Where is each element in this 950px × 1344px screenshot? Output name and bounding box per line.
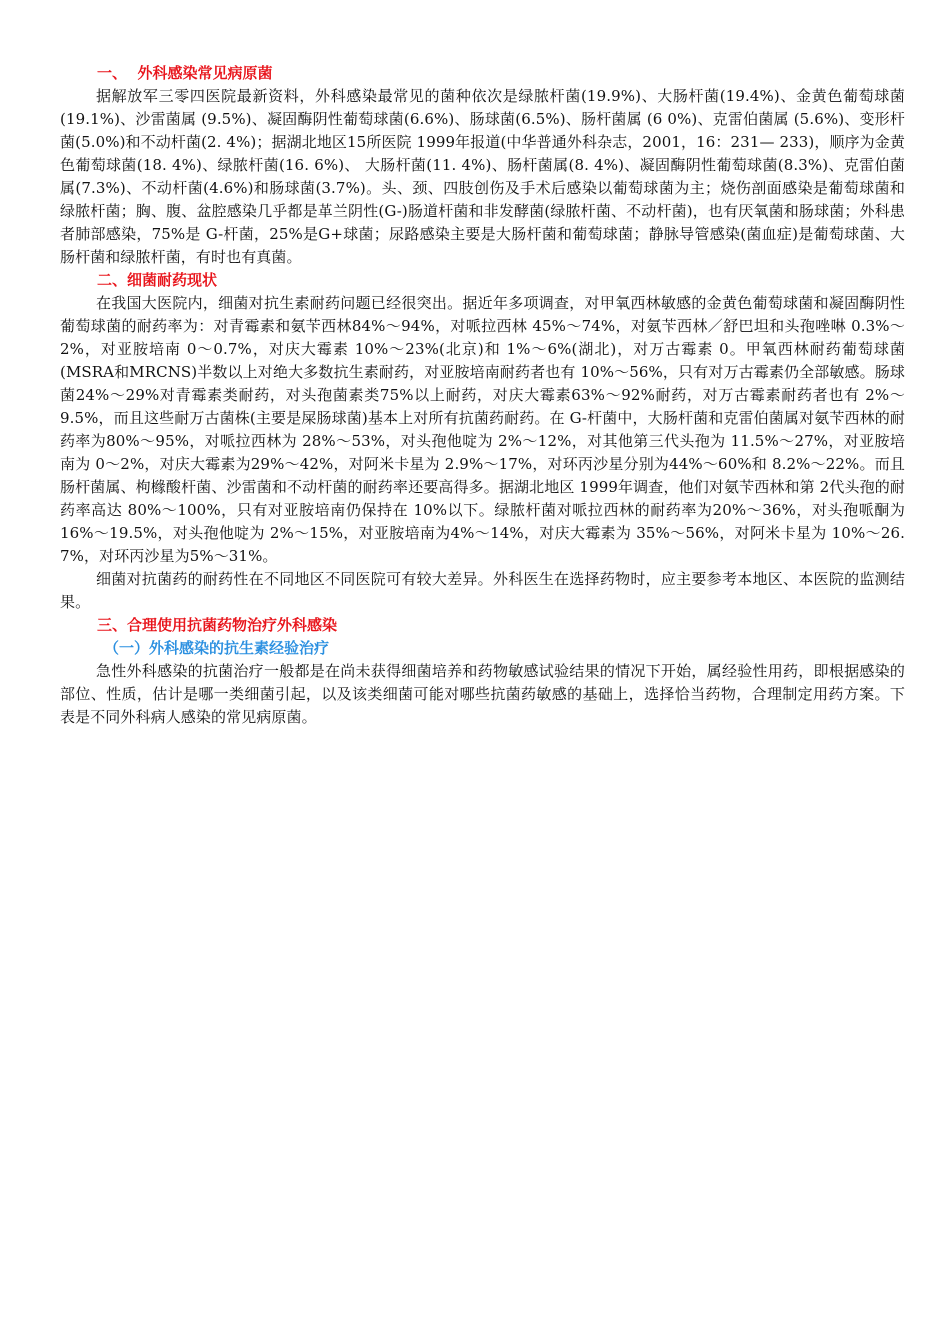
paragraph-resistance-note: 细菌对抗菌药的耐药性在不同地区不同医院可有较大差异。外科医生在选择药物时，应主要参考本地区、本医院的监测结果。 [60, 570, 905, 611]
paragraph-resistance: 在我国大医院内，细菌对抗生素耐药问题已经很突出。据近年多项调查，对甲氧西林敏感的金黄色葡萄球菌和凝固酶阴性葡萄球菌的耐药率为：对青霉素和氨苄西林84%～94%，对哌拉西林 45%～74%，对氨苄西林／舒巴坦和头孢唑啉 0.3%～ 2%，对亚胺培南 0～0.7%，对庆大霉素 10%～23%(北京)和 1%～6%(湖北)，对万古霉素 0。甲氧西林耐药葡萄球菌(MSRA和MRCNS)半数以上对绝大多数抗生素耐药，对亚胺培南耐药者也有 10%～56%，只有对万古霉素仍全部敏感。肠球菌24%～29%对青霉素类耐药，对头孢菌素类75%以上耐药，对庆大霉素63%～92%耐药，对万古霉素耐药者也有 2%～9.5%，而且这些耐万古菌株(主要是屎肠球菌)基本上对所有抗菌药耐药。在 G-杆菌中，大肠杆菌和克雷伯菌属对氨苄西林的耐药率为80%～95%，对哌拉西林为 28%～53%，对头孢他啶为 2%～12%，对其他第三代头孢为 11.5%～27%，对亚胺培南为 0～2%，对庆大霉素为29%～42%，对阿米卡星为 2.9%～17%，对环丙沙星分别为44%～60%和 8.2%～22%。而且肠杆菌属、枸橼酸杆菌、沙雷菌和不动杆菌的耐药率还要高得多。据湖北地区 1999年调查，他们对氨苄西林和第 2代头孢的耐药率高达 80%～100%，只有对亚胺培南仍保持在 10%以下。绿脓杆菌对哌拉西林的耐药率为20%～36%，对头孢哌酮为 16%～19.5%，对头孢他啶为 2%～15%，对亚胺培南为4%～14%，对庆大霉素为 35%～56%，对阿米卡星为 10%～26. 7%，对环丙沙星为5%～31%。 [60, 294, 905, 565]
paragraph-empirical: 急性外科感染的抗菌治疗一般都是在尚未获得细菌培养和药物敏感试验结果的情况下开始，属经验性用药，即根据感染的部位、性质，估计是哪一类细菌引起，以及该类细菌可能对哪些抗菌药敏感的基础上，选择恰当药物，合理制定用药方案。下表是不同外科病人感染的常见病原菌。 [60, 662, 905, 726]
section-heading-pathogens: 一、 外科感染常见病原菌 [97, 64, 273, 82]
document-page [60, 62, 905, 729]
section-heading-rational-use: 三、合理使用抗菌药物治疗外科感染 [97, 616, 338, 634]
section-heading-resistance: 二、细菌耐药现状 [97, 271, 218, 289]
paragraph-pathogens: 据解放军三零四医院最新资料，外科感染最常见的菌种依次是绿脓杆菌(19.9%)、大肠杆菌(19.4%)、金黄色葡萄球菌(19.1%)、沙雷菌属 (9.5%)、凝固酶阴性葡萄球菌(6.6%)、肠球菌(6.5%)、肠杆菌属 (6 0%)、克雷伯菌属 (5.6%)、变形杆菌(5.0%)和不动杆菌(2. 4%)；据湖北地区15所医院 1999年报道(中华普通外科杂志，2001，16：231— 233)，顺序为金黄色葡萄球菌(18. 4%)、绿脓杆菌(16. 6%)、 大肠杆菌(11. 4%)、肠杆菌属(8. 4%)、凝固酶阴性葡萄球菌(8.3%)、克雷伯菌属(7.3%)、不动杆菌(4.6%)和肠球菌(3.7%)。头、颈、四肢创伤及手术后感染以葡萄球菌为主；烧伤剖面感染是葡萄球菌和绿脓杆菌；胸、腹、盆腔感染几乎都是革兰阴性(G-)肠道杆菌和非发酵菌(绿脓杆菌、不动杆菌)，也有厌氧菌和肠球菌；外科患者肺部感染，75%是 G-杆菌，25%是G+球菌；尿路感染主要是大肠杆菌和葡萄球菌；静脉导管感染(菌血症)是葡萄球菌、大肠杆菌和绿脓杆菌，有时也有真菌。 [60, 87, 905, 266]
subsection-heading-empirical: （一）外科感染的抗生素经验治疗 [104, 639, 330, 657]
